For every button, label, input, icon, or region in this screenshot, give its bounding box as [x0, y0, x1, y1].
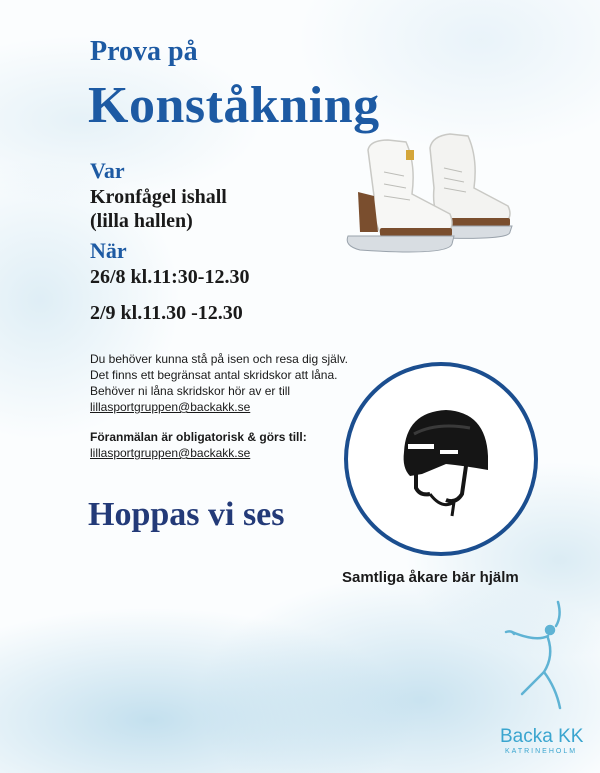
- where-line-2: (lilla hallen): [90, 210, 193, 232]
- helmet-caption: Samtliga åkare bär hjälm: [342, 569, 519, 586]
- date-1: 26/8 kl.11:30-12.30: [90, 266, 250, 288]
- where-label: Var: [90, 158, 125, 183]
- email-link-1[interactable]: lillasportgruppen@backakk.se: [90, 400, 251, 414]
- email-link-2[interactable]: lillasportgruppen@backakk.se: [90, 446, 251, 460]
- skater-logo-icon: [500, 598, 578, 728]
- where-line-1: Kronfågel ishall: [90, 186, 227, 208]
- registration-note: Föranmälan är obligatorisk & görs till:: [90, 430, 307, 444]
- info-line-2: Det finns ett begränsat antal skridskor att låna.: [90, 368, 338, 382]
- helmet-circle: [344, 362, 538, 556]
- when-label: När: [90, 238, 127, 263]
- logo-subtitle: KATRINEHOLM: [505, 748, 578, 755]
- closing-heading: Hoppas vi ses: [88, 496, 285, 533]
- date-2: 2/9 kl.11.30 -12.30: [90, 302, 243, 324]
- info-line-3: Behöver ni låna skridskor hör av er till: [90, 384, 291, 398]
- helmet-image: [396, 404, 494, 524]
- logo-wordmark: Backa KK: [500, 726, 584, 747]
- info-line-1: Du behöver kunna stå på isen och resa dig själv.: [90, 352, 348, 366]
- kicker: Prova på: [90, 36, 198, 67]
- skates-image: [340, 128, 520, 263]
- page-title: Konståkning: [88, 77, 380, 134]
